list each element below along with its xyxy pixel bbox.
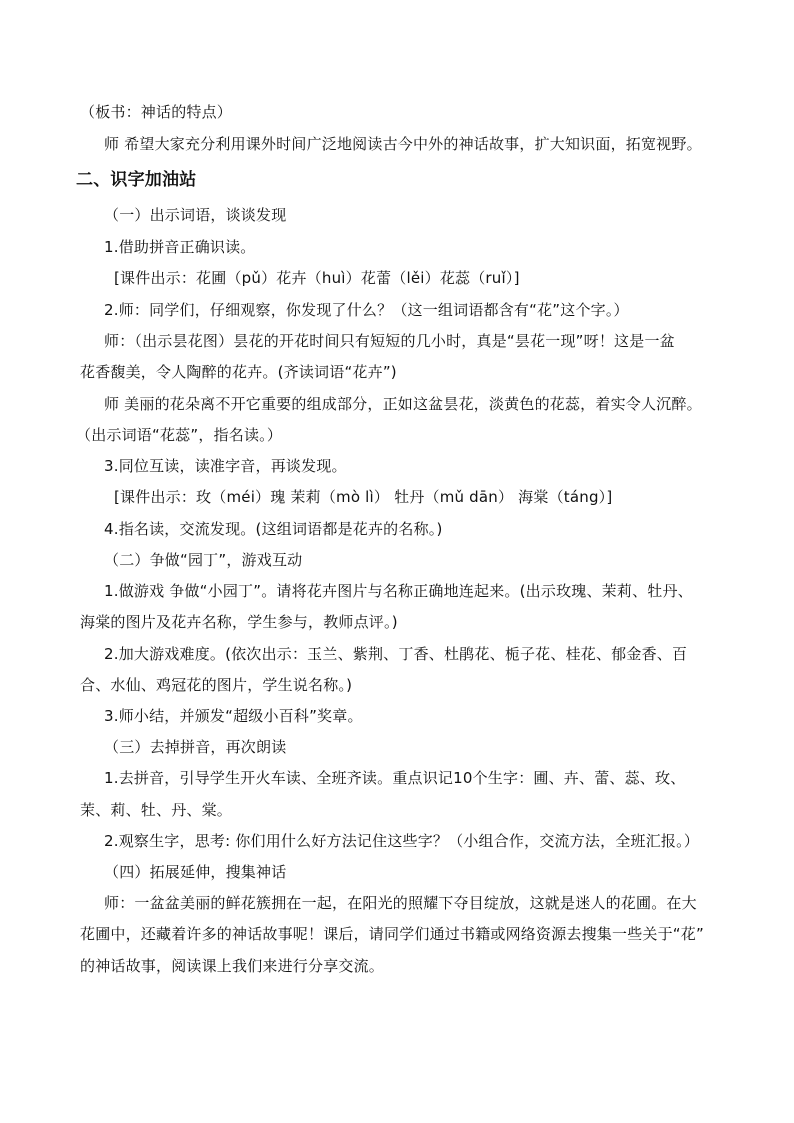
paragraph-line: 茉、莉、牡、丹、棠。 xyxy=(80,801,233,819)
paragraph-line: 3.同位互读，读准字音，再谈发现。 xyxy=(104,457,347,475)
paragraph-line: 1.借助拼音正确识读。 xyxy=(104,238,256,256)
paragraph-line: 的神话故事，阅读课上我们来进行分享交流。 xyxy=(80,957,385,975)
paragraph-line: 2.加大游戏难度。(依次出示：玉兰、紫荆、丁香、杜鹃花、栀子花、桂花、郁金香、百 xyxy=(104,645,688,663)
paragraph-line: 合、水仙、鸡冠花的图片，学生说名称。) xyxy=(80,676,353,694)
paragraph-line: 师 美丽的花朵离不开它重要的组成部分，正如这盆昙花，淡黄色的花蕊，着实令人沉醉。 xyxy=(104,395,702,413)
paragraph-line: [课件出示：花圃（pǔ）花卉（huì）花蕾（lěi）花蕊（ruǐ）] xyxy=(114,269,520,287)
paragraph-line: 师 希望大家充分利用课外时间广泛地阅读古今中外的神话故事，扩大知识面，拓宽视野。 xyxy=(104,135,702,153)
subsection-heading: （四）拓展延伸，搜集神话 xyxy=(104,863,287,881)
paragraph-line: 花圃中，还藏着许多的神话故事呢！课后，请同学们通过书籍或网络资源去搜集一些关于“花” xyxy=(80,925,704,943)
paragraph-line: 师：（出示昙花图）昙花的开花时间只有短短的几小时，真是“昙花一现”呀！这是一盆 xyxy=(104,332,675,350)
paragraph-line: [课件出示：玫（méi）瑰 茉莉（mò lì） 牡丹（mǔ dān） 海棠（táng）] xyxy=(114,488,613,506)
paragraph-line: 花香馥美，令人陶醉的花卉。(齐读词语“花卉”) xyxy=(80,363,397,381)
subsection-heading: （一）出示词语，谈谈发现 xyxy=(104,206,287,224)
paragraph-line: 1.做游戏 争做“小园丁”。请将花卉图片与名称正确地连起来。(出示玫瑰、茉莉、牡丹、 xyxy=(104,582,693,600)
paragraph-line: 2.师：同学们，仔细观察，你发现了什么？（这一组词语都含有“花”这个字。） xyxy=(104,301,629,319)
section-heading: 二、识字加油站 xyxy=(76,170,197,190)
paragraph-line: 1.去拼音，引导学生开火车读、全班齐读。重点识记10个生字：圃、卉、蕾、蕊、玫、 xyxy=(104,769,686,787)
paragraph-line: 海棠的图片及花卉名称，学生参与，教师点评。) xyxy=(80,613,398,631)
paragraph-line: （出示词语“花蕊”，指名读。） xyxy=(76,426,283,444)
subsection-heading: （三）去掉拼音，再次朗读 xyxy=(104,738,287,756)
paragraph-line: 师：一盆盆美丽的鲜花簇拥在一起，在阳光的照耀下夺目绽放，这就是迷人的花圃。在大 xyxy=(104,894,697,912)
paragraph-line: 3.师小结，并颁发“超级小百科”奖章。 xyxy=(104,707,363,725)
paragraph-line: 4.指名读，交流发现。(这组词语都是花卉的名称。) xyxy=(104,520,443,538)
paragraph-line: （板书：神话的特点） xyxy=(80,103,233,121)
subsection-heading: （二）争做“园丁”，游戏互动 xyxy=(104,551,303,569)
paragraph-line: 2.观察生字，思考: 你们用什么好方法记住这些字？（小组合作，交流方法，全班汇报。） xyxy=(104,832,700,850)
